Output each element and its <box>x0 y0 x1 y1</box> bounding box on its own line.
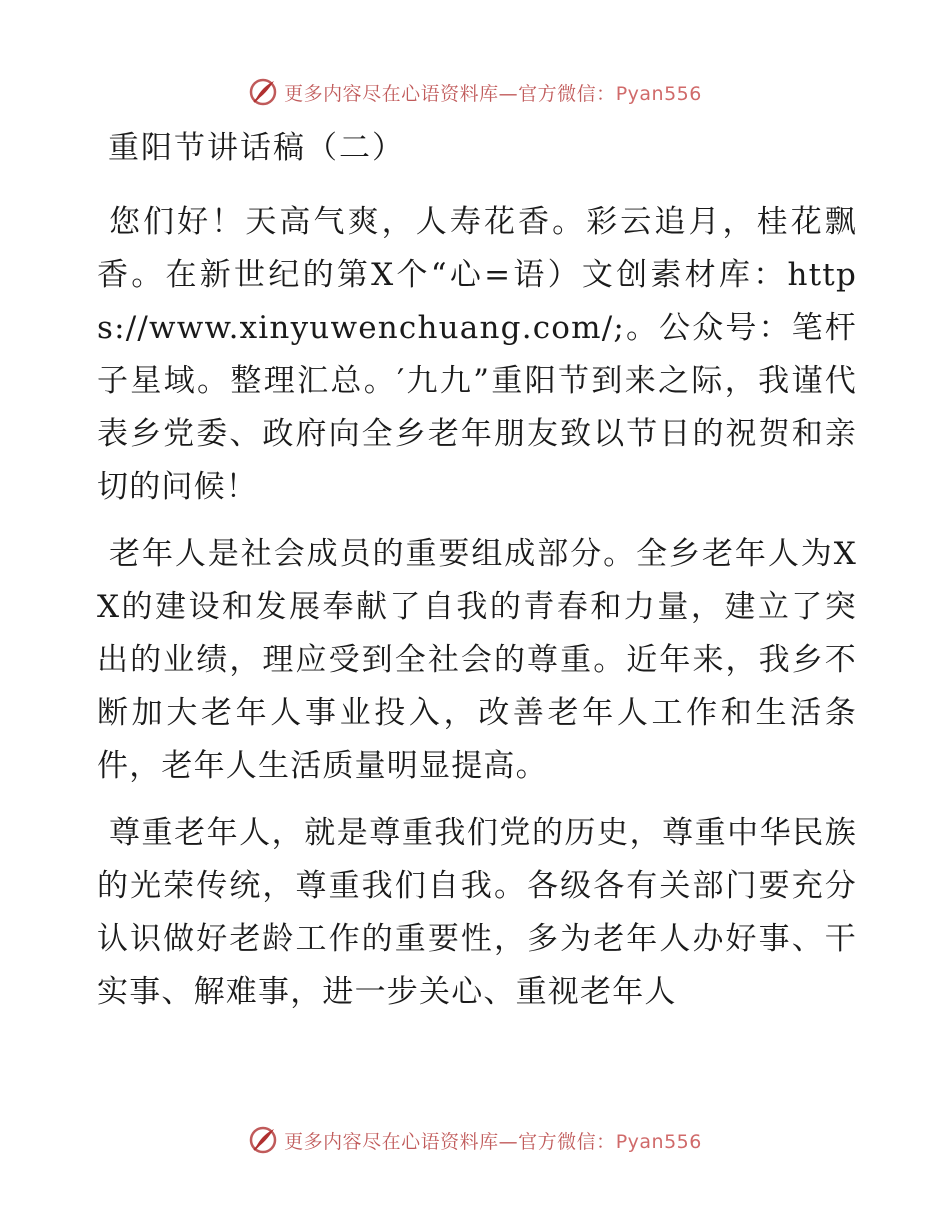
watermark-main-text: 更多内容尽在心语资料库 <box>284 1130 499 1153</box>
footer-watermark-banner <box>0 1120 950 1160</box>
feather-quill-logo-icon <box>248 1125 278 1155</box>
paragraph-2: 老年人是社会成员的重要组成部分。全乡老年人为XX的建设和发展奉献了自我的青春和力量，建立了突出的业绩，理应受到全社会的尊重。近年来，我乡不断加大老年人事业投入，改善老年人工作和生活条件，老年人生活质量明显提高。 <box>97 536 857 784</box>
paragraph-1: 您们好！天高气爽，人寿花香。彩云追月，桂花飘香。在新世纪的第X个“心=语）文创素材库：https://www.xinyuwenchuang.com/;。公众号：笔杆子星域。整理汇总。′九九”重阳节到来之际，我谨代表乡党委、政府向全乡老年朋友致以节日的祝贺和亲切的问候！ <box>97 204 857 505</box>
watermark-wechat-label: 官方微信： <box>518 1130 616 1153</box>
watermark-separator: — <box>498 1130 519 1153</box>
paragraph-3: 尊重老年人，就是尊重我们党的历史，尊重中华民族的光荣传统，尊重我们自我。各级各有关部门要充分认识做好老龄工作的重要性，多为老年人办好事、干实事、解难事，进一步关心、重视老年人 <box>97 815 857 1010</box>
feather-quill-logo-icon <box>248 77 278 107</box>
watermark-separator: — <box>498 82 519 105</box>
watermark-wechat-id: Pyan556 <box>615 1130 702 1153</box>
watermark-text <box>284 79 702 106</box>
watermark-wechat-label: 官方微信： <box>518 82 616 105</box>
document-title: 重阳节讲话稿（二） <box>108 130 405 166</box>
watermark-main-text: 更多内容尽在心语资料库 <box>284 82 499 105</box>
watermark-text <box>284 1127 702 1154</box>
header-watermark-banner <box>0 72 950 112</box>
document-body <box>97 196 857 1033</box>
watermark-wechat-id: Pyan556 <box>615 82 702 105</box>
